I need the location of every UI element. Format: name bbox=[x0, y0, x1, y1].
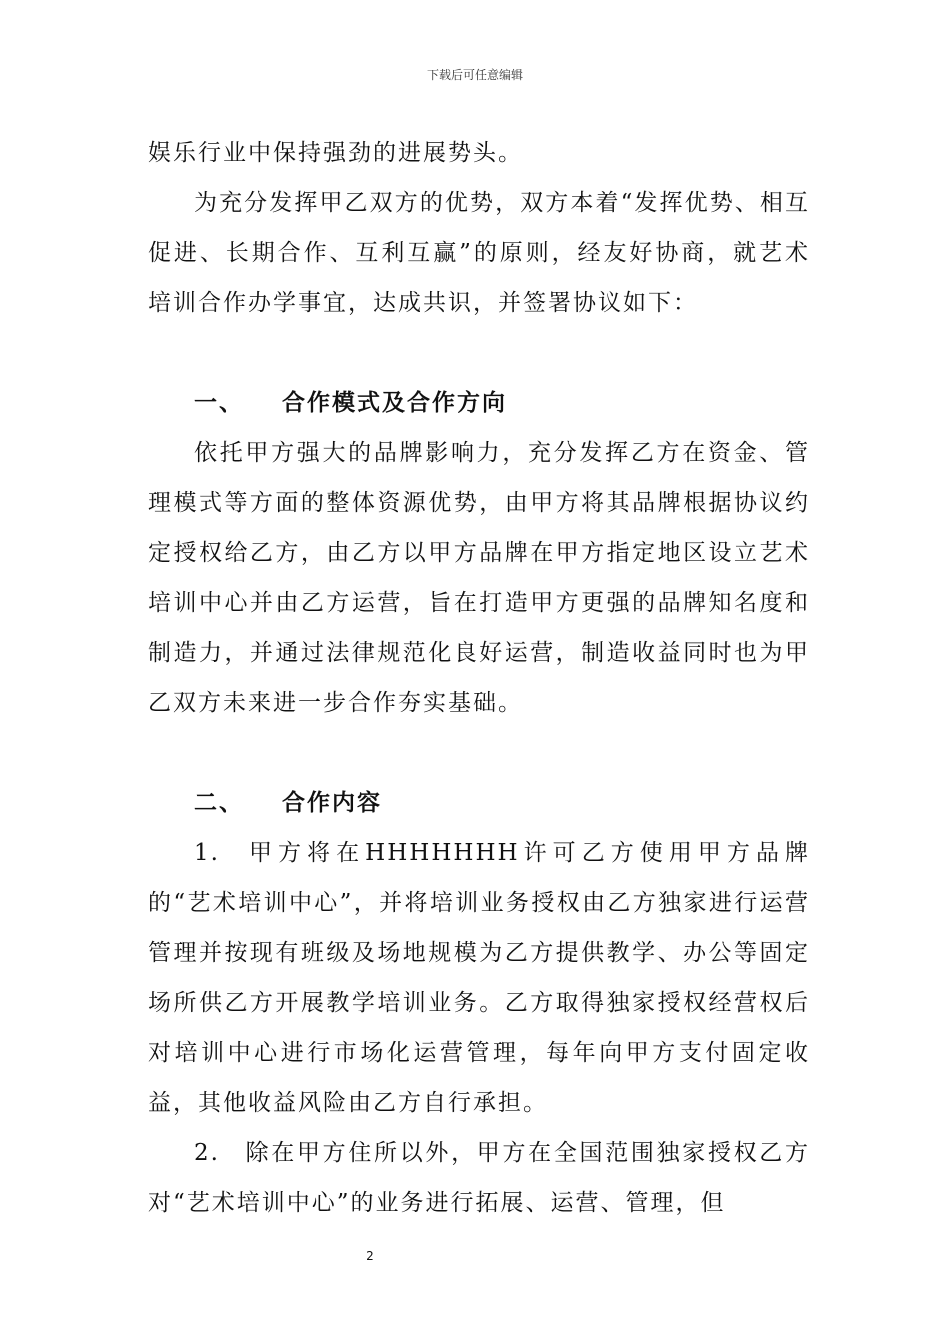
section-2-heading bbox=[148, 778, 810, 828]
section-1-heading bbox=[148, 378, 810, 428]
spacer bbox=[148, 328, 810, 378]
paragraph-intro-end: 娱乐行业中保持强劲的进展势头。 bbox=[148, 140, 523, 166]
section-2-item-2: 2. 除在甲方住所以外，甲方在全国范围独家授权乙方对“艺术培训中心”的业务进行拓展、运营、管理，但 bbox=[148, 1140, 810, 1216]
document-body bbox=[148, 128, 810, 1228]
spacer bbox=[148, 728, 810, 778]
page-header: 下载后可任意编辑 bbox=[426, 68, 523, 82]
section-2-number: 二、 bbox=[194, 790, 244, 816]
section-1-paragraph: 依托甲方强大的品牌影响力，充分发挥乙方在资金、管理模式等方面的整体资源优势，由甲方将其品牌根据协议约定授权给乙方，由乙方以甲方品牌在甲方指定地区设立艺术培训中心并由乙方运营，旨在打造甲方更强的品牌知名度和制造力，并通过法律规范化良好运营，制造收益同时也为甲乙双方未来进一步合作夯实基础。 bbox=[148, 440, 810, 716]
section-2-title: 合作内容 bbox=[282, 790, 382, 816]
section-1-number: 一、 bbox=[194, 390, 244, 416]
page-number: 2 bbox=[366, 1249, 374, 1263]
paragraph-purpose: 为充分发挥甲乙双方的优势，双方本着“发挥优势、相互促进、长期合作、互利互赢”的原则，经友好协商，就艺术培训合作办学事宜，达成共识，并签署协议如下： bbox=[148, 190, 810, 316]
section-1-title: 合作模式及合作方向 bbox=[282, 390, 507, 416]
section-2-item-1: 1. 甲方将在HHHHHHH许可乙方使用甲方品牌的“艺术培训中心”，并将培训业务授权由乙方独家进行运营管理并按现有班级及场地规模为乙方提供教学、办公等固定场所供乙方开展教学培训业务。乙方取得独家授权经营权后对培训中心进行市场化运营管理，每年向甲方支付固定收益，其他收益风险由乙方自行承担。 bbox=[148, 840, 810, 1116]
